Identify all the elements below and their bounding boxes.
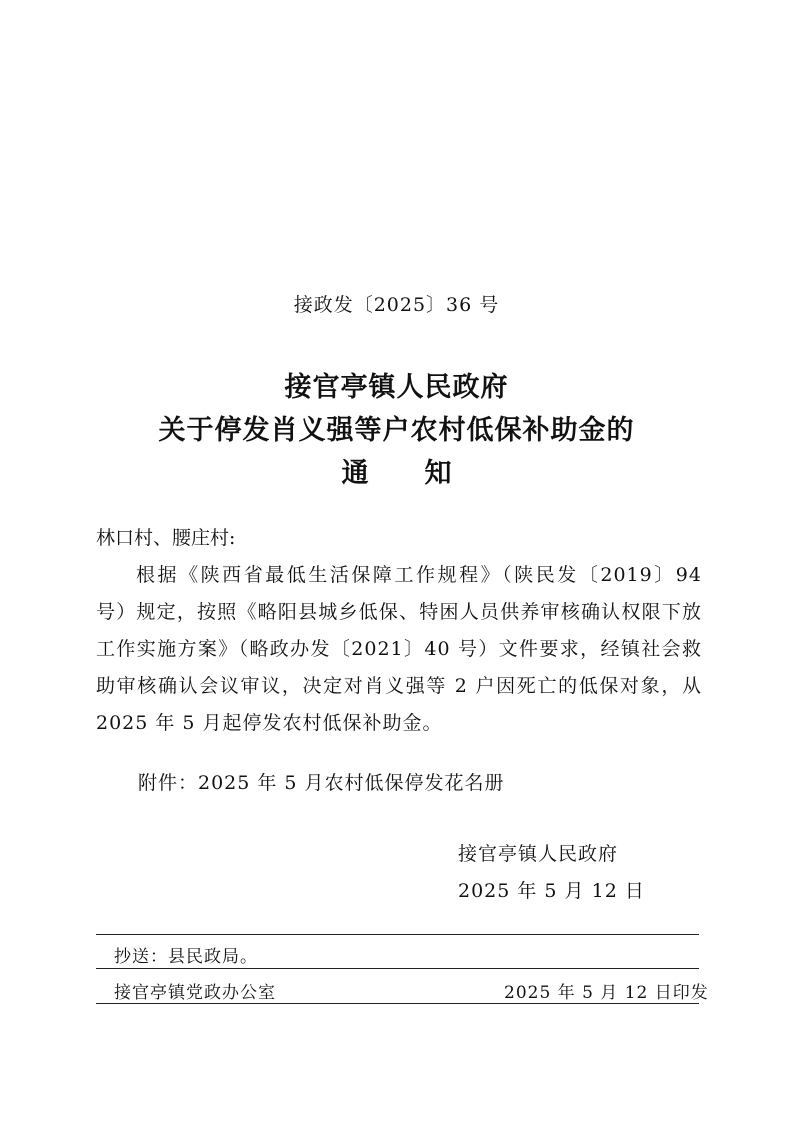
salutation: 林口村、腰庄村:	[96, 527, 236, 549]
issue-date: 2025 年 5 月 12 日印发	[504, 983, 709, 1003]
title-line-2: 关于停发肖义强等户农村低保补助金的	[158, 415, 635, 446]
title-line-3: 通知	[341, 458, 508, 489]
signature-organization: 接官亭镇人民政府	[458, 843, 619, 865]
footer-middle-rule	[96, 968, 699, 969]
cc-line: 抄送：县民政局。	[114, 947, 258, 967]
document-number: 接政发〔2025〕36 号	[293, 294, 500, 316]
footer-bottom-rule	[96, 1003, 699, 1004]
body-paragraph: 根据《陕西省最低生活保障工作规程》（陕民发〔2019〕94 号）规定，按照《略阳县城乡低保、特困人员供养审核确认权限下放工作实施方案》（略政办发〔2021〕40 号）文件要求，经镇社会救助审核确认会议审议，决定对肖义强等 2 户因死亡的低保对象，从 2025 年 5 月起停发农村低保补助金。	[96, 564, 702, 734]
footer-top-rule	[96, 934, 699, 935]
issuing-office: 接官亭镇党政办公室	[114, 983, 276, 1003]
signature-date: 2025 年 5 月 12 日	[458, 880, 645, 902]
attachment-line: 附件：2025 年 5 月农村低保停发花名册	[138, 772, 505, 794]
title-line-1: 接官亭镇人民政府	[284, 372, 509, 403]
